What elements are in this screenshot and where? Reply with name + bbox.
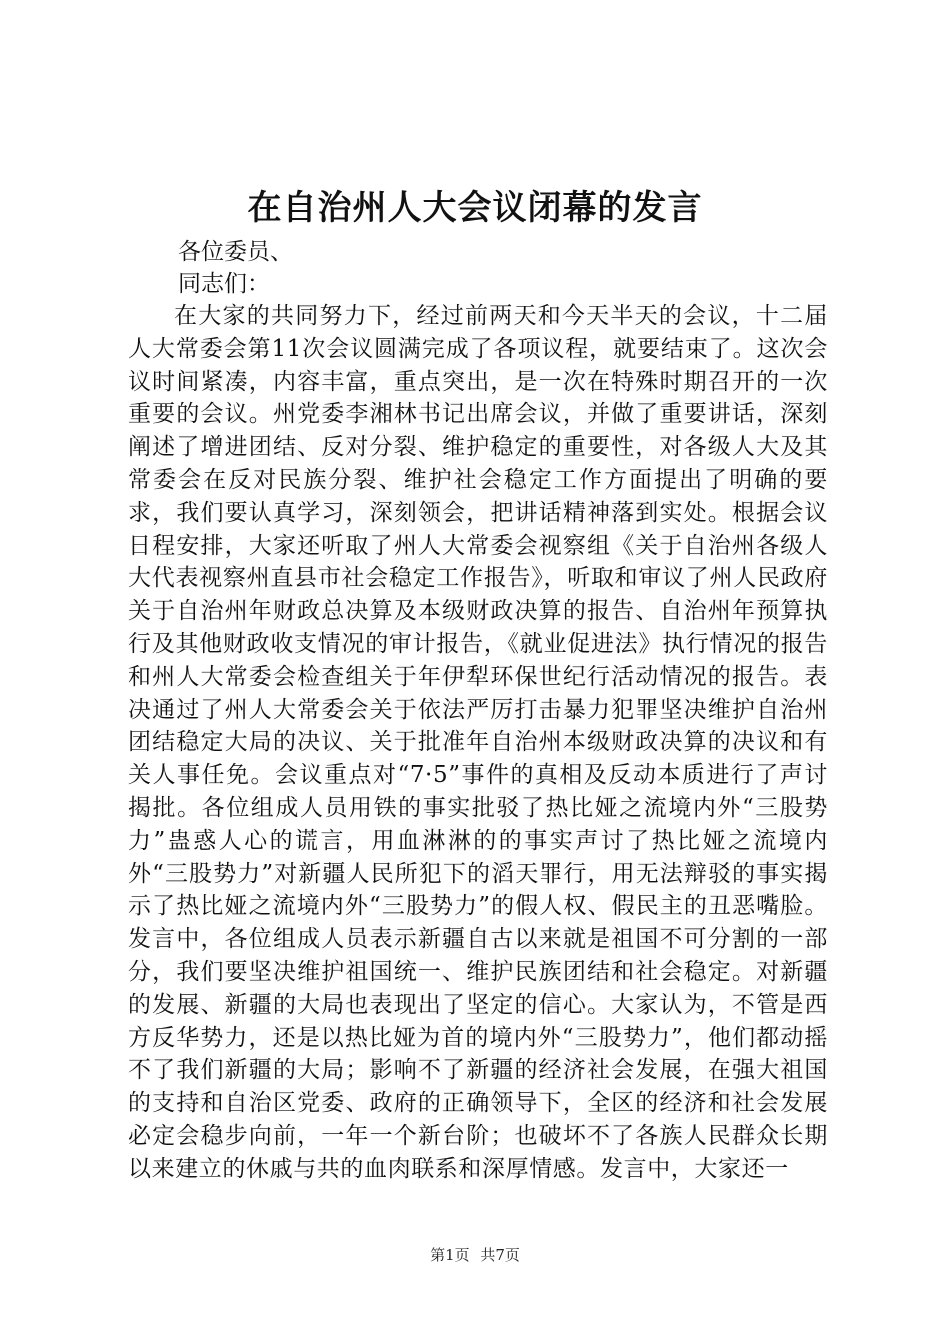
document-title: 在自治州人大会议闭幕的发言 (247, 188, 703, 228)
salutation-comrades: 同志们： (178, 271, 270, 297)
page-number: 第1页 (430, 1246, 470, 1264)
body-paragraph: 在大家的共同努力下，经过前两天和今天半天的会议，十二届人大常委会第11次会议圆满完成了各项议程，就要结束了。这次会议时间紧凑，内容丰富，重点突出，是一次在特殊时期召开的一次重要的会议。州党委李湘林书记出席会议，并做了重要讲话，深刻阐述了增进团结、反对分裂、维护稳定的重要性，对各级人大及其常委会在反对民族分裂、维护社会稳定工作方面提出了明确的要求，我们要认真学习，深刻领会，把讲话精神落到实处。根据会议日程安排，大家还听取了州人大常委会视察组《关于自治州各级人大代表视察州直县市社会稳定工作报告》，听取和审议了州人民政府关于自治州年财政总决算及本级财政决算的报告、自治州年预算执行及其他财政收支情况的审计报告，《就业促进法》执行情况的报告和州人大常委会检查组关于年伊犁环保世纪行活动情况的报告。表决通过了州人大常委会关于依法严厉打击暴力犯罪坚决维护自治州团结稳定大局的决议、关于批准年自治州本级财政决算的决议和有关人事任免。会议重点对“7·5”事件的真相及反动本质进行了声讨揭批。各位组成人员用铁的事实批驳了热比娅之流境内外“三股势力”蛊惑人心的谎言，用血淋淋的的事实声讨了热比娅之流境内外“三股势力”对新疆人民所犯下的滔天罪行，用无法辩驳的事实揭示了热比娅之流境内外“三股势力”的假人权、假民主的丑恶嘴脸。发言中，各位组成人员表示新疆自古以来就是祖国不可分割的一部分，我们要坚决维护祖国统一、维护民族团结和社会稳定。对新疆的发展、新疆的大局也表现出了坚定的信心。大家认为，不管是西方反华势力，还是以热比娅为首的境内外“三股势力”，他们都动摇不了我们新疆的大局；影响不了新疆的经济社会发展，在强大祖国的支持和自治区党委、政府的正确领导下，全区的经济和社会发展必定会稳步向前，一年一个新台阶；也破坏不了各族人民群众长期以来建立的休戚与共的血肉联系和深厚情感。发言中，大家还一 (128, 303, 828, 1182)
page-footer (0, 1244, 950, 1266)
salutation-committee-members: 各位委员、 (178, 239, 293, 265)
total-pages: 共7页 (480, 1246, 520, 1264)
